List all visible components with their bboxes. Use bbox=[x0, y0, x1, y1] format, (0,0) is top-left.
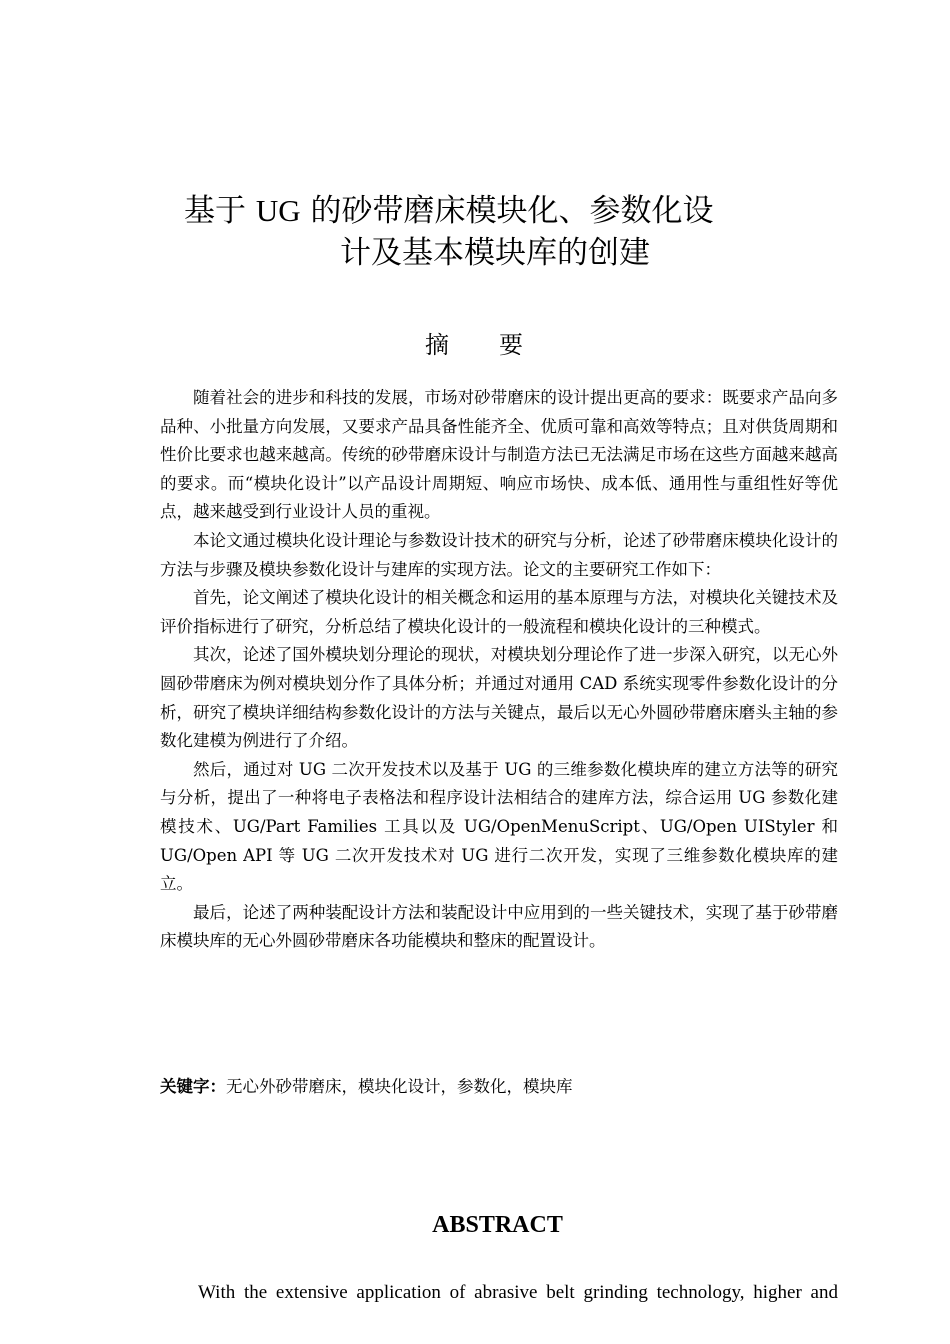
paper-title-line-1-suffix: 的砂带磨床模块化、参数化设 bbox=[300, 193, 714, 229]
keywords-label: 关键字： bbox=[160, 1077, 226, 1096]
english-abstract-heading: ABSTRACT bbox=[432, 1212, 563, 1238]
paper-title-line-1-prefix: 基于 bbox=[184, 193, 256, 229]
abstract-body bbox=[160, 384, 838, 956]
keywords bbox=[160, 1073, 838, 1101]
paper-title-line-1 bbox=[184, 190, 714, 232]
abstract-paragraph: 其次，论述了国外模块划分理论的现状，对模块划分理论作了进一步深入研究，以无心外圆砂带磨床为例对模块划分作了具体分析；并通过对通用 CAD 系统实现零件参数化设计的分析，研究了模块详细结构参数化设计的方法与关键点，最后以无心外圆砂带磨床磨头主轴的参数化建模为例进行了介绍。 bbox=[160, 645, 838, 751]
abstract-paragraph: 然后，通过对 UG 二次开发技术以及基于 UG 的三维参数化模块库的建立方法等的研究与分析，提出了一种将电子表格法和程序设计法相结合的建库方法，综合运用 UG 参数化建模技术、UG/Part Families 工具以及 UG/OpenMenuScript、UG/Open UIStyler 和 UG/Open API 等 UG 二次开发技术对 UG 进行二次开发，实现了三维参数化模块库的建立。 bbox=[160, 759, 838, 894]
abstract-paragraph: 最后，论述了两种装配设计方法和装配设计中应用到的一些关键技术，实现了基于砂带磨床模块库的无心外圆砂带磨床各功能模块和整床的配置设计。 bbox=[160, 902, 838, 951]
abstract-paragraph: 随着社会的进步和科技的发展，市场对砂带磨床的设计提出更高的要求：既要求产品向多品种、小批量方向发展，又要求产品具备性能齐全、优质可靠和高效等特点；且对供货周期和性价比要求也越来越高。传统的砂带磨床设计与制造方法已无法满足市场在这些方面越来越高的要求。而“模块化设计”以产品设计周期短、响应市场快、成本低、通用性与重组性好等优点，越来越受到行业设计人员的重视。 bbox=[160, 388, 838, 522]
paper-title-line-1-latin: UG bbox=[255, 193, 301, 228]
english-abstract-first-line: With the extensive application of abrasive belt grinding technology, higher and bbox=[198, 1282, 838, 1303]
abstract-paragraph: 本论文通过模块化设计理论与参数设计技术的研究与分析，论述了砂带磨床模块化设计的方法与步骤及模块参数化设计与建库的实现方法。论文的主要研究工作如下： bbox=[160, 530, 838, 579]
abstract-paragraph: 首先，论文阐述了模块化设计的相关概念和运用的基本原理与方法，对模块化关键技术及评价指标进行了研究，分析总结了模块化设计的一般流程和模块化设计的三种模式。 bbox=[160, 588, 838, 636]
keywords-text: 无心外砂带磨床，模块化设计，参数化，模块库 bbox=[226, 1077, 573, 1096]
paper-title-line-2: 计及基本模块库的创建 bbox=[340, 235, 650, 271]
abstract-heading: 摘要 bbox=[425, 331, 573, 359]
